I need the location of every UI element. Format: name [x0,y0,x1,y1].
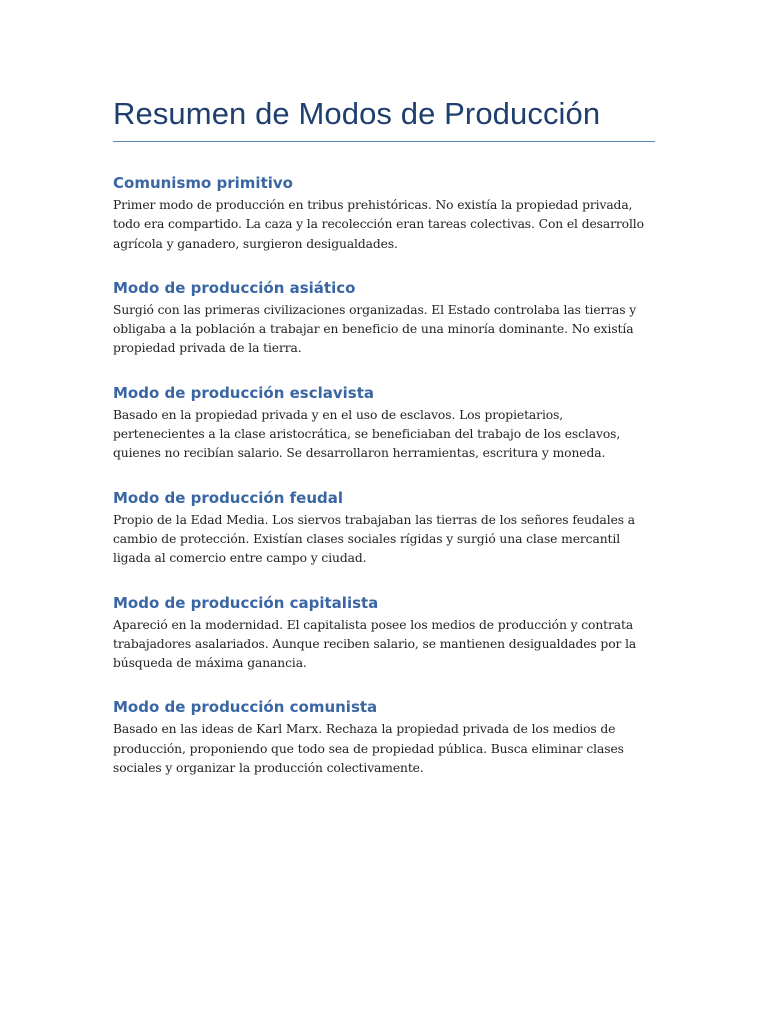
section-modo-comunista [113,697,655,778]
section-comunismo-primitivo [113,173,655,254]
section-heading: Modo de producción esclavista [113,383,375,402]
section-modo-asiatico [113,278,655,359]
section-body: Surgió con las primeras civilizaciones organizadas. El Estado controlaba las tierras y obligaba a la población a trabajar en beneficio de una minoría dominante. No existía propiedad privada de la tierra. [113,302,637,356]
section-heading: Modo de producción asiático [113,278,356,297]
section-modo-feudal [113,488,655,569]
section-heading: Modo de producción feudal [113,488,343,507]
section-heading: Modo de producción comunista [113,698,378,717]
document-page [113,93,655,802]
section-modo-capitalista [113,593,655,674]
section-body: Propio de la Edad Media. Los siervos trabajaban las tierras de los señores feudales a cambio de protección. Existían clases sociales rígidas y surgió una clase mercantil ligada al comercio entre campo y ciudad. [113,512,636,566]
section-heading: Comunismo primitivo [113,174,293,192]
section-body: Basado en las ideas de Karl Marx. Rechaza la propiedad privada de los medios de producción, proponiendo que todo sea de propiedad pública. Busca eliminar clases sociales y organizar la producción colectivamente. [113,722,624,776]
sections-container [113,173,655,778]
section-heading: Modo de producción capitalista [113,593,379,612]
section-body: Apareció en la modernidad. El capitalista posee los medios de producción y contrata trabajadores asalariados. Aunque reciben salario, se mantienen desigualdades por la búsqueda de máxima ganancia. [113,617,637,671]
section-body: Basado en la propiedad privada y en el uso de esclavos. Los propietarios, pertenecientes a la clase aristocrática, se beneficiaban del trabajo de los esclavos, quienes no recibían salario. Se desarrollaron herramientas, escritura y moneda. [113,407,621,461]
section-body: Primer modo de producción en tribus prehistóricas. No existía la propiedad privada, todo era compartido. La caza y la recolección eran tareas colectivas. Con el desarrollo agrícola y ganadero, surgieron desigualdades. [113,198,644,251]
section-modo-esclavista [113,383,655,464]
document-title: Resumen de Modos de Producción [113,93,655,142]
